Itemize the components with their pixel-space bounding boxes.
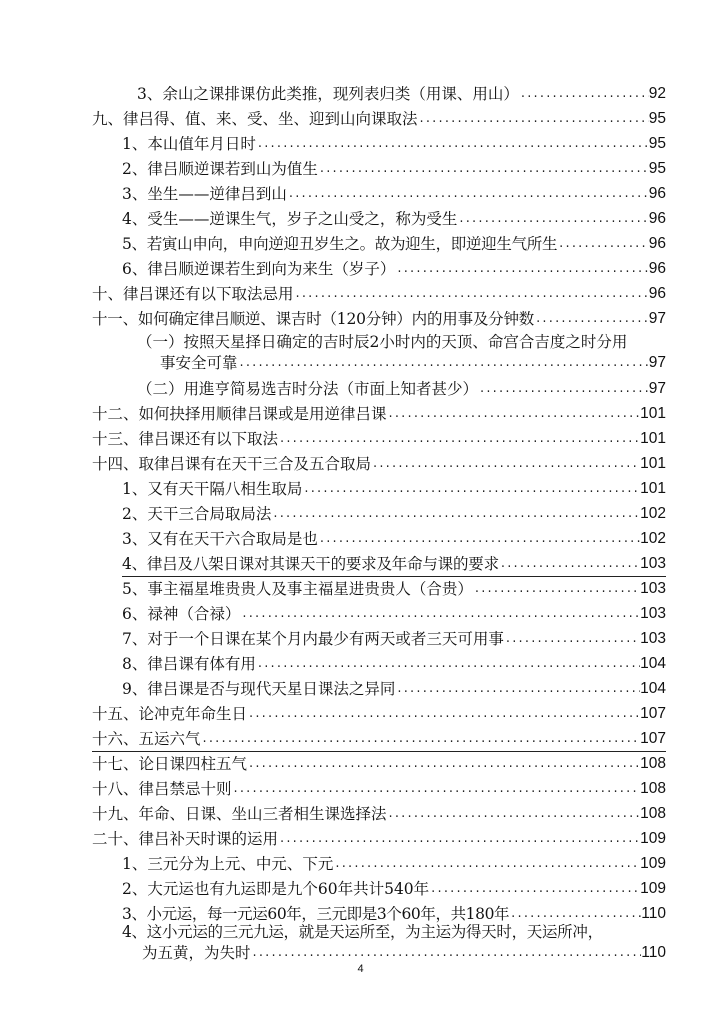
toc-entry-page: 95 [648,110,666,127]
toc-leader-dots [534,309,649,329]
toc-entry [122,209,666,229]
toc-entry [122,921,666,963]
toc-entry-page: 103 [640,605,666,622]
toc-leader-dots [294,284,649,304]
toc-entry-page: 103 [640,555,666,572]
toc-entry-title-line1: 4、这小元运的三元九运，就是天运所至，为主运为得天时，天运所冲， [122,923,603,941]
toc-entry [92,284,666,304]
toc-entry-title: 十四、取律吕课有在天干三合及五合取局 [92,455,372,473]
toc-leader-dots [387,804,641,824]
toc-entry-page: 101 [640,480,666,497]
toc-entry-title-line2: 为五黄，为失时 [142,944,251,962]
underline-rule [92,751,666,752]
toc-entry-title: 十、律吕课还有以下取法忌用 [92,285,294,303]
toc-entry-title: 5、事主福星堆贵贵人及事主福星进贵贵人（合贵） [122,580,473,598]
toc-entry [122,879,666,899]
toc-entry-title: 十七、论日课四柱五气 [92,755,248,773]
toc-leader-dots [473,579,640,599]
toc-entry-title: 九、律吕得、值、来、受、坐、迎到山向课取法 [92,110,418,128]
toc-leader-dots [395,259,648,279]
toc-entry-page: 108 [640,805,666,822]
toc-entry-title-line1: （一）按照天星择日确定的吉时辰2小时内的天顶、命宫合吉度之时分用 [137,333,628,351]
toc-entry-page: 110 [641,905,666,922]
toc-entry [92,754,666,774]
toc-entry [122,159,666,179]
toc-leader-dots [318,159,649,179]
toc-entry-page: 103 [640,630,666,647]
toc-entry-page: 96 [648,185,666,202]
toc-leader-dots [238,353,649,373]
toc-entry [122,234,666,254]
toc-entry-title: 5、若寅山申向，申向逆迎丑岁生之。故为迎生，即逆迎生气所生 [122,235,558,253]
toc-leader-dots [504,629,640,649]
toc-entry [122,579,666,599]
toc-entry-title: 6、律吕顺逆课若生到向为来生（岁子） [122,260,396,278]
toc-leader-dots [499,554,640,574]
toc-leader-dots [371,454,640,474]
toc-entry-page: 101 [640,455,666,472]
toc-entry [137,331,666,373]
toc-entry [92,729,666,749]
toc-entry-page: 102 [640,505,666,522]
toc-entry-title: 1、本山值年月日时 [122,135,256,153]
toc-entry-page: 108 [640,755,666,772]
toc-leader-dots [287,184,649,204]
toc-entry-page: 107 [640,705,666,722]
toc-entry-page: 109 [640,855,666,872]
toc-entry [92,404,666,424]
toc-entry-title: 1、又有天干隔八相生取局 [122,480,303,498]
toc-entry-page: 110 [641,944,666,961]
toc-leader-dots [247,754,640,774]
toc-entry-title: 8、律吕课有体有用 [122,655,256,673]
toc-leader-dots [457,209,648,229]
toc-entry-title: 4、律吕及八架日课对其课天干的要求及年命与课的要求 [122,555,499,573]
toc-entry [122,654,666,674]
toc-leader-dots [278,429,640,449]
toc-leader-dots [240,604,640,624]
toc-entry [92,109,666,129]
toc-entry-title: 二十、律吕补天时课的运用 [92,830,279,848]
toc-entry [92,704,666,724]
toc-leader-dots [271,504,640,524]
toc-entry-title: 3、余山之课排课仿此类推，现列表归类（用课、用山） [137,85,519,103]
toc-entry-title: 十二、如何抉择用顺律吕课或是用逆律吕课 [92,405,387,423]
toc-entry-page: 109 [640,830,666,847]
toc-entry-page: 97 [648,380,666,397]
toc-entry [122,679,666,699]
toc-entry-page: 96 [648,210,666,227]
toc-entry-title: 十五、论冲克年命生日 [92,705,248,723]
toc-entry-title: 2、律吕顺逆课若到山为值生 [122,160,318,178]
toc-entry [92,429,666,449]
toc-leader-dots [201,729,641,749]
toc-entry [92,454,666,474]
toc-leader-dots [395,679,640,699]
toc-entry-page: 107 [640,730,666,747]
toc-entry-page: 96 [648,235,666,252]
toc-entry [122,629,666,649]
toc-entry [92,804,666,824]
toc-entry [92,779,666,799]
toc-entry-page: 97 [648,310,666,327]
toc-entry-page: 95 [648,135,666,152]
toc-entry-title-line2: 事安全可靠 [160,354,238,372]
toc-entry-page: 96 [648,285,666,302]
toc-entry-title: 十八、律吕禁忌十则 [92,780,232,798]
toc-entry-page: 97 [648,354,666,371]
toc-leader-dots [251,943,642,963]
toc-leader-dots [519,84,649,104]
toc-entry-page: 108 [640,780,666,797]
toc-entry-title: 6、禄神（合禄） [122,605,241,623]
toc-entry [92,309,666,329]
toc-entry-title: 2、大元运也有九运即是九个60年共计540年 [122,880,430,898]
toc-entry [122,479,666,499]
toc-entry [92,829,666,849]
toc-entry [122,529,666,549]
toc-entry-title: 3、又有在天干六合取局是也 [122,530,318,548]
toc-entry-line2 [122,943,666,963]
toc-entry-page: 103 [640,580,666,597]
toc-leader-dots [247,704,640,724]
toc-entry [122,259,666,279]
toc-entry-page: 96 [648,260,666,277]
toc-entry-title: 十一、如何确定律吕顺逆、课吉时（120分钟）内的用事及分钟数 [92,310,535,328]
toc-entry-page: 92 [648,85,666,102]
toc-leader-dots [278,829,640,849]
toc-entry [122,604,666,624]
toc-leader-dots [318,529,640,549]
toc-leader-dots [333,854,640,874]
toc-entry-title: （二）用進亨简易选吉时分法（市面上知者甚少） [137,380,479,398]
toc-entry-page: 102 [640,530,666,547]
toc-entry [122,184,666,204]
toc-leader-dots [256,654,640,674]
toc-leader-dots [557,234,649,254]
toc-leader-dots [418,109,649,129]
toc-leader-dots [387,404,641,424]
toc-entry-title: 3、小元运，每一元运60年，三元即是3个60年，共180年 [122,905,510,923]
toc-entry-page: 104 [640,655,666,672]
toc-entry-title: 十六、五运六气 [92,730,201,748]
toc-entry-page: 109 [640,880,666,897]
toc-entry [122,854,666,874]
toc-entry-title: 7、对于一个日课在某个月内最少有两天或者三天可用事 [122,630,504,648]
toc-entry-title: 2、天干三合局取局法 [122,505,272,523]
toc-entry-page: 104 [640,680,666,697]
toc-entry-title: 4、受生——逆课生气，岁子之山受之，称为受生 [122,210,458,228]
toc-leader-dots [429,879,640,899]
toc-entry-title: 1、三元分为上元、中元、下元 [122,855,334,873]
toc-entry [137,84,666,104]
toc-entry-page: 101 [640,405,666,422]
toc-entry [122,504,666,524]
toc-entry-page: 101 [640,430,666,447]
toc-entry-title: 3、坐生——逆律吕到山 [122,185,287,203]
toc-leader-dots [302,479,640,499]
page-number: 4 [357,963,364,975]
underline-rule [122,576,666,577]
toc-leader-dots [256,134,649,154]
toc-entry [122,134,666,154]
toc-leader-dots [478,379,649,399]
toc-leader-dots [232,779,641,799]
toc-entry-title: 9、律吕课是否与现代天星日课法之异同 [122,680,396,698]
toc-entry [137,379,666,399]
toc-entry-title: 十九、年命、日课、坐山三者相生课选择法 [92,805,387,823]
toc-entry-line2 [137,353,666,373]
toc-entry [122,554,666,574]
toc-entry-title: 十三、律吕课还有以下取法 [92,430,279,448]
toc-entry-page: 95 [648,160,666,177]
